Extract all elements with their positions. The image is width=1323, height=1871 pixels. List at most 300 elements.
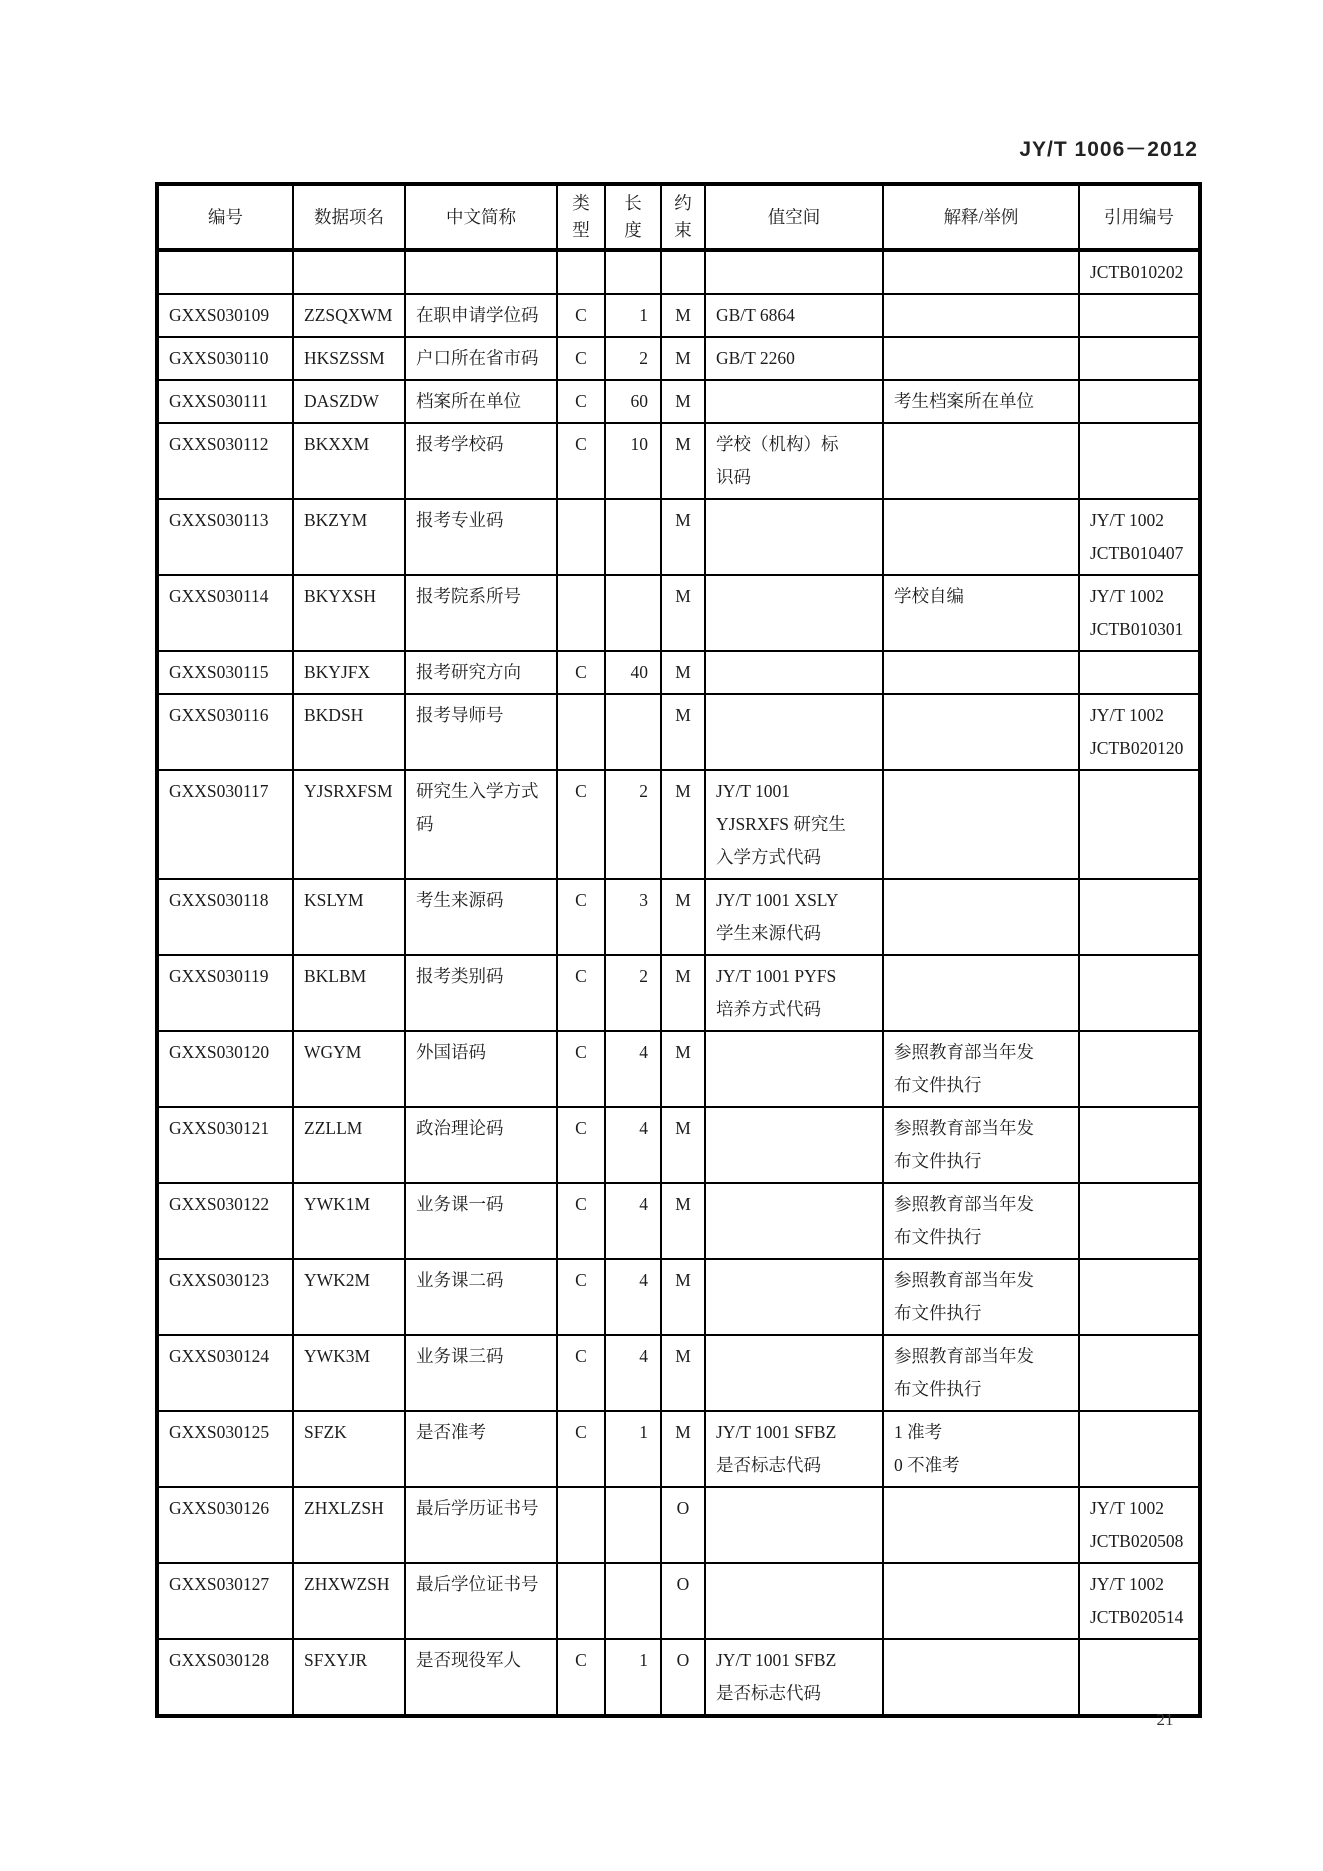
cell-ref: [1079, 337, 1200, 380]
cell-id: [157, 694, 293, 770]
cell-name: [293, 575, 405, 651]
cell-type: [557, 380, 605, 423]
text-line: M: [675, 705, 691, 725]
cell-vs: [705, 651, 883, 694]
cell-id: [157, 380, 293, 423]
cell-id: [157, 337, 293, 380]
cell-len: [605, 651, 661, 694]
cell-cons: [661, 423, 705, 499]
header-line: 引用编号: [1104, 206, 1174, 227]
text-line: C: [575, 1042, 587, 1062]
text-line: 最后学位证书号: [416, 1574, 539, 1594]
cell-ex: [883, 1563, 1079, 1639]
text-line: JY/T 1002: [1090, 586, 1165, 606]
text-line: C: [575, 662, 587, 682]
header-len: [605, 184, 661, 250]
cell-ref: [1079, 380, 1200, 423]
text-line: 是否现役军人: [416, 1650, 521, 1670]
cell-len: [605, 879, 661, 955]
header-line: 值空间: [767, 206, 821, 227]
text-line: 布文件执行: [894, 1075, 982, 1095]
cell-id: [157, 1335, 293, 1411]
header-line: 长: [624, 193, 642, 213]
text-line: 2: [639, 348, 648, 368]
cell-ex: [883, 1031, 1079, 1107]
table-row: [157, 1487, 1200, 1563]
table-header-row: [157, 184, 1200, 250]
cell-cn: [405, 1183, 557, 1259]
doc-number: JY/T 1006－2012: [1019, 138, 1198, 161]
text-line: 2: [639, 781, 648, 801]
cell-vs: [705, 1031, 883, 1107]
text-line: BKZYM: [304, 510, 368, 530]
cell-id: [157, 294, 293, 337]
cell-ref: [1079, 1563, 1200, 1639]
cell-len: [605, 1563, 661, 1639]
text-line: M: [675, 1042, 691, 1062]
text-line: GXXS030125: [169, 1422, 270, 1442]
text-line: 布文件执行: [894, 1379, 982, 1399]
text-line: KSLYM: [304, 890, 364, 910]
text-line: O: [676, 1650, 690, 1670]
text-line: YWK2M: [304, 1270, 371, 1290]
text-line: JY/T 1001 PYFS: [716, 966, 837, 986]
cell-name: [293, 1107, 405, 1183]
text-line: GXXS030111: [169, 391, 268, 411]
cell-cn: [405, 955, 557, 1031]
cell-id: [157, 1031, 293, 1107]
cell-vs: [705, 380, 883, 423]
text-line: GB/T 2260: [716, 348, 795, 368]
cell-cn: [405, 1259, 557, 1335]
text-line: 参照教育部当年发: [894, 1270, 1034, 1290]
cell-vs: [705, 337, 883, 380]
text-line: M: [675, 1422, 691, 1442]
text-line: M: [675, 781, 691, 801]
cell-vs: [705, 1411, 883, 1487]
text-line: 布文件执行: [894, 1303, 982, 1323]
text-line: ZHXWZSH: [304, 1574, 390, 1594]
cell-type: [557, 423, 605, 499]
cell-id: [157, 1411, 293, 1487]
text-line: BKYJFX: [304, 662, 371, 682]
cell-cons: [661, 380, 705, 423]
text-line: JCTB020514: [1090, 1607, 1184, 1627]
cell-name: [293, 694, 405, 770]
cell-len: [605, 575, 661, 651]
cell-len: [605, 1031, 661, 1107]
cell-cons: [661, 575, 705, 651]
cell-vs: [705, 1259, 883, 1335]
cell-name: [293, 423, 405, 499]
cell-id: [157, 250, 293, 294]
text-line: 是否准考: [416, 1422, 486, 1442]
cell-name: [293, 1487, 405, 1563]
text-line: GXXS030126: [169, 1498, 270, 1518]
cell-ref: [1079, 499, 1200, 575]
cell-vs: [705, 1183, 883, 1259]
cell-ex: [883, 770, 1079, 879]
text-line: M: [675, 1346, 691, 1366]
cell-len: [605, 955, 661, 1031]
text-line: DASZDW: [304, 391, 379, 411]
text-line: 培养方式代码: [716, 999, 821, 1019]
cell-ref: [1079, 1259, 1200, 1335]
text-line: 1 准考: [894, 1422, 943, 1442]
table-row: [157, 337, 1200, 380]
text-line: 4: [639, 1042, 648, 1062]
cell-cons: [661, 1335, 705, 1411]
cell-cn: [405, 294, 557, 337]
cell-cons: [661, 651, 705, 694]
cell-ref: [1079, 250, 1200, 294]
cell-vs: [705, 575, 883, 651]
cell-type: [557, 1183, 605, 1259]
cell-ref: [1079, 651, 1200, 694]
text-line: M: [675, 1118, 691, 1138]
cell-type: [557, 1259, 605, 1335]
text-line: 参照教育部当年发: [894, 1042, 1034, 1062]
cell-ex: [883, 955, 1079, 1031]
text-line: 报考研究方向: [416, 662, 521, 682]
cell-type: [557, 770, 605, 879]
cell-name: [293, 879, 405, 955]
cell-cons: [661, 770, 705, 879]
cell-vs: [705, 499, 883, 575]
text-line: M: [675, 434, 691, 454]
cell-name: [293, 770, 405, 879]
cell-ref: [1079, 694, 1200, 770]
header-line: 中文简称: [446, 206, 516, 227]
text-line: 4: [639, 1194, 648, 1214]
cell-ex: [883, 1487, 1079, 1563]
text-line: 3: [639, 890, 648, 910]
table-row: [157, 770, 1200, 879]
text-line: GXXS030119: [169, 966, 269, 986]
cell-ex: [883, 1107, 1079, 1183]
table-row: [157, 575, 1200, 651]
text-line: 2: [639, 966, 648, 986]
text-line: WGYM: [304, 1042, 362, 1062]
text-line: GXXS030115: [169, 662, 269, 682]
text-line: JY/T 1002: [1090, 705, 1165, 725]
cell-type: [557, 575, 605, 651]
text-line: JY/T 1002: [1090, 1574, 1165, 1594]
text-line: 业务课一码: [416, 1194, 504, 1214]
text-line: JY/T 1002: [1090, 510, 1165, 530]
text-line: C: [575, 781, 587, 801]
text-line: 参照教育部当年发: [894, 1194, 1034, 1214]
cell-ref: [1079, 1411, 1200, 1487]
text-line: 考生档案所在单位: [894, 391, 1034, 411]
cell-vs: [705, 770, 883, 879]
text-line: BKXXM: [304, 434, 370, 454]
text-line: 档案所在单位: [416, 391, 521, 411]
cell-ref: [1079, 423, 1200, 499]
cell-cons: [661, 1031, 705, 1107]
cell-name: [293, 1335, 405, 1411]
text-line: JCTB010407: [1090, 543, 1184, 563]
text-line: 外国语码: [416, 1042, 486, 1062]
text-line: C: [575, 348, 587, 368]
table-row: [157, 651, 1200, 694]
table-row: [157, 1259, 1200, 1335]
cell-len: [605, 1259, 661, 1335]
cell-name: [293, 1259, 405, 1335]
text-line: 考生来源码: [416, 890, 504, 910]
header-line: 解释/举例: [943, 206, 1019, 227]
cell-cons: [661, 1411, 705, 1487]
text-line: 研究生入学方式: [416, 781, 539, 801]
cell-len: [605, 1411, 661, 1487]
text-line: GXXS030116: [169, 705, 269, 725]
cell-len: [605, 1183, 661, 1259]
text-line: JY/T 1001 SFBZ: [716, 1422, 837, 1442]
cell-ex: [883, 651, 1079, 694]
cell-ex: [883, 694, 1079, 770]
header-line: 束: [674, 220, 692, 240]
text-line: 0 不准考: [894, 1455, 960, 1475]
cell-len: [605, 337, 661, 380]
cell-cn: [405, 250, 557, 294]
cell-cn: [405, 1563, 557, 1639]
cell-id: [157, 1563, 293, 1639]
cell-cn: [405, 380, 557, 423]
cell-type: [557, 955, 605, 1031]
text-line: BKYXSH: [304, 586, 376, 606]
text-line: 参照教育部当年发: [894, 1346, 1034, 1366]
cell-type: [557, 250, 605, 294]
table-row: [157, 1639, 1200, 1716]
cell-cn: [405, 1411, 557, 1487]
cell-cn: [405, 1031, 557, 1107]
cell-len: [605, 694, 661, 770]
cell-cons: [661, 1259, 705, 1335]
table-row: [157, 1107, 1200, 1183]
text-line: BKLBM: [304, 966, 367, 986]
text-line: 报考院系所号: [416, 586, 521, 606]
cell-ref: [1079, 879, 1200, 955]
text-line: M: [675, 586, 691, 606]
cell-ref: [1079, 294, 1200, 337]
cell-cons: [661, 1487, 705, 1563]
cell-id: [157, 955, 293, 1031]
header-cn: [405, 184, 557, 250]
table-row: [157, 694, 1200, 770]
cell-cons: [661, 499, 705, 575]
cell-name: [293, 1411, 405, 1487]
text-line: C: [575, 966, 587, 986]
text-line: C: [575, 1346, 587, 1366]
cell-ex: [883, 1183, 1079, 1259]
text-line: 户口所在省市码: [416, 348, 539, 368]
text-line: 参照教育部当年发: [894, 1118, 1034, 1138]
cell-ex: [883, 499, 1079, 575]
text-line: 40: [630, 662, 648, 682]
cell-ex: [883, 337, 1079, 380]
cell-name: [293, 955, 405, 1031]
text-line: C: [575, 434, 587, 454]
cell-type: [557, 1031, 605, 1107]
header-id: [157, 184, 293, 250]
table-row: [157, 294, 1200, 337]
cell-vs: [705, 879, 883, 955]
cell-type: [557, 337, 605, 380]
cell-id: [157, 879, 293, 955]
header-type: [557, 184, 605, 250]
text-line: GXXS030110: [169, 348, 269, 368]
header-line: 编号: [208, 206, 243, 227]
cell-id: [157, 1639, 293, 1716]
header-cons: [661, 184, 705, 250]
cell-vs: [705, 694, 883, 770]
cell-len: [605, 1107, 661, 1183]
cell-name: [293, 337, 405, 380]
cell-ex: [883, 294, 1079, 337]
table-row: [157, 879, 1200, 955]
header-line: 型: [572, 220, 590, 240]
table-row: [157, 955, 1200, 1031]
cell-ex: [883, 1639, 1079, 1716]
cell-id: [157, 499, 293, 575]
cell-type: [557, 1411, 605, 1487]
cell-len: [605, 294, 661, 337]
cell-cn: [405, 337, 557, 380]
cell-id: [157, 1487, 293, 1563]
cell-ex: [883, 380, 1079, 423]
cell-ref: [1079, 1107, 1200, 1183]
cell-vs: [705, 1487, 883, 1563]
text-line: 学生来源代码: [716, 923, 821, 943]
cell-name: [293, 1563, 405, 1639]
cell-ref: [1079, 770, 1200, 879]
text-line: ZHXLZSH: [304, 1498, 384, 1518]
text-line: GXXS030112: [169, 434, 269, 454]
text-line: GXXS030124: [169, 1346, 270, 1366]
table-row: [157, 1563, 1200, 1639]
cell-cn: [405, 575, 557, 651]
cell-cn: [405, 770, 557, 879]
text-line: GXXS030121: [169, 1118, 270, 1138]
cell-vs: [705, 955, 883, 1031]
text-line: O: [676, 1498, 690, 1518]
cell-len: [605, 380, 661, 423]
text-line: YWK1M: [304, 1194, 371, 1214]
header-name: [293, 184, 405, 250]
cell-cons: [661, 1639, 705, 1716]
text-line: M: [675, 348, 691, 368]
text-line: C: [575, 391, 587, 411]
text-line: C: [575, 890, 587, 910]
cell-cn: [405, 1639, 557, 1716]
text-line: JCTB020120: [1090, 738, 1184, 758]
table-row: [157, 499, 1200, 575]
text-line: M: [675, 510, 691, 530]
text-line: 4: [639, 1270, 648, 1290]
table-row: [157, 1031, 1200, 1107]
data-items-table: [155, 182, 1202, 1718]
cell-vs: [705, 250, 883, 294]
cell-name: [293, 1639, 405, 1716]
cell-type: [557, 694, 605, 770]
cell-vs: [705, 1563, 883, 1639]
cell-id: [157, 1107, 293, 1183]
text-line: HKSZSSM: [304, 348, 385, 368]
text-line: 10: [630, 434, 648, 454]
text-line: YJSRXFSM: [304, 781, 393, 801]
cell-len: [605, 250, 661, 294]
cell-ex: [883, 879, 1079, 955]
text-line: GXXS030117: [169, 781, 269, 801]
text-line: M: [675, 966, 691, 986]
table-row: [157, 1411, 1200, 1487]
cell-ref: [1079, 1335, 1200, 1411]
text-line: 学校（机构）标: [716, 434, 839, 454]
header-ex: [883, 184, 1079, 250]
text-line: C: [575, 1194, 587, 1214]
header-line: 约: [674, 193, 692, 213]
text-line: 是否标志代码: [716, 1455, 821, 1475]
cell-ex: [883, 1259, 1079, 1335]
text-line: GXXS030122: [169, 1194, 270, 1214]
text-line: O: [676, 1574, 690, 1594]
text-line: 1: [639, 1650, 648, 1670]
cell-cn: [405, 1487, 557, 1563]
cell-type: [557, 1563, 605, 1639]
cell-id: [157, 1183, 293, 1259]
cell-vs: [705, 1335, 883, 1411]
cell-len: [605, 1487, 661, 1563]
cell-cons: [661, 694, 705, 770]
cell-ref: [1079, 1031, 1200, 1107]
text-line: YWK3M: [304, 1346, 371, 1366]
text-line: M: [675, 1194, 691, 1214]
text-line: 在职申请学位码: [416, 305, 539, 325]
cell-type: [557, 294, 605, 337]
header-ref: [1079, 184, 1200, 250]
text-line: JY/T 1002: [1090, 1498, 1165, 1518]
text-line: GXXS030127: [169, 1574, 270, 1594]
cell-vs: [705, 1639, 883, 1716]
text-line: GXXS030109: [169, 305, 270, 325]
text-line: GXXS030113: [169, 510, 269, 530]
text-line: 业务课三码: [416, 1346, 504, 1366]
cell-name: [293, 1031, 405, 1107]
cell-type: [557, 1487, 605, 1563]
text-line: M: [675, 662, 691, 682]
cell-type: [557, 1335, 605, 1411]
cell-len: [605, 423, 661, 499]
page-number: 21: [1156, 1710, 1174, 1729]
cell-type: [557, 1107, 605, 1183]
text-line: 入学方式代码: [716, 847, 821, 867]
cell-cons: [661, 955, 705, 1031]
cell-cons: [661, 1107, 705, 1183]
text-line: GXXS030120: [169, 1042, 270, 1062]
cell-cn: [405, 1335, 557, 1411]
cell-name: [293, 1183, 405, 1259]
text-line: 4: [639, 1346, 648, 1366]
header-line: 数据项名: [314, 206, 384, 227]
table-row: [157, 250, 1200, 294]
cell-ref: [1079, 575, 1200, 651]
text-line: YJSRXFS 研究生: [716, 814, 846, 834]
cell-vs: [705, 1107, 883, 1183]
text-line: GB/T 6864: [716, 305, 795, 325]
text-line: M: [675, 890, 691, 910]
text-line: JY/T 1001 XSLY: [716, 890, 839, 910]
text-line: 码: [416, 814, 434, 834]
